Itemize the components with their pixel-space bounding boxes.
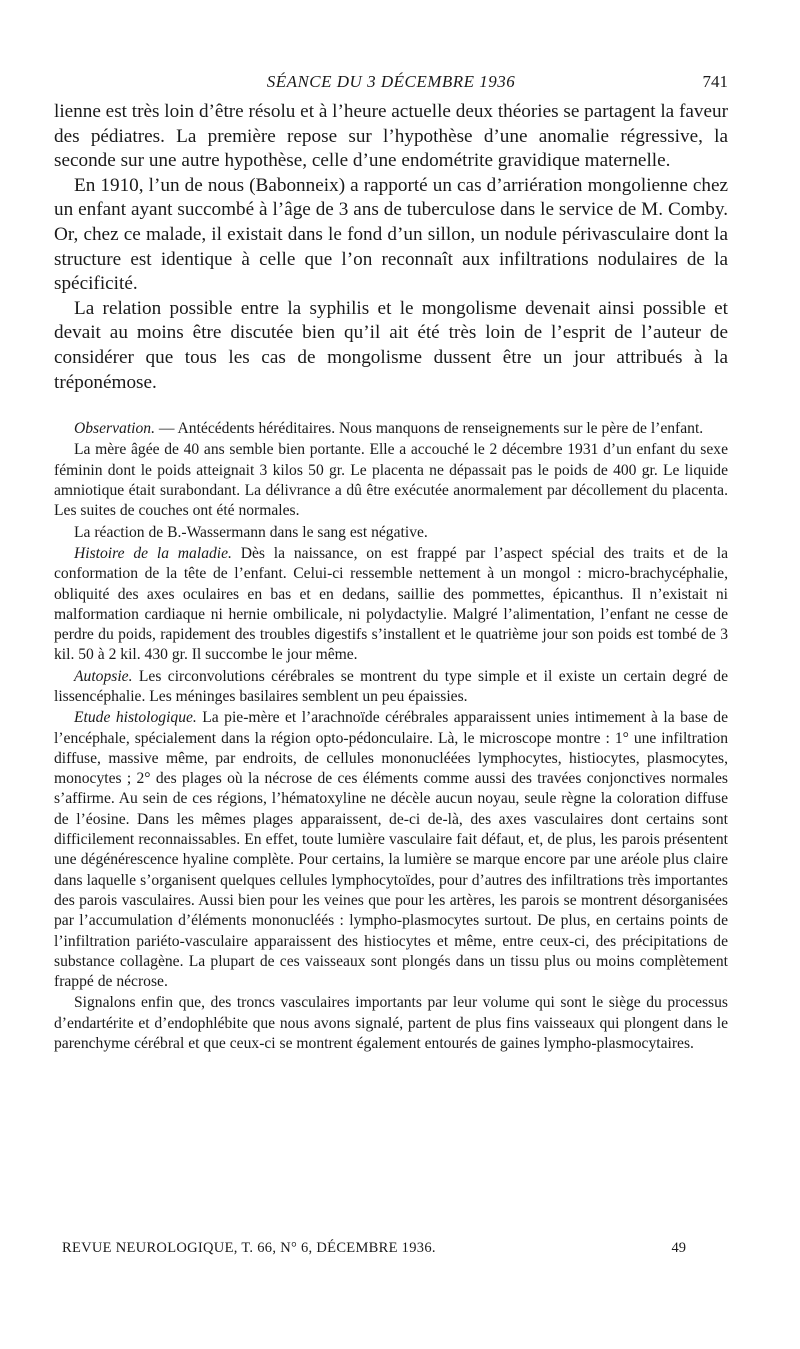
paragraph-text: Signalons enfin que, des troncs vasculaires importants par leur volume qui sont le siège du processus d’endartérite et d’endophlébite que nous avons signalé, partent de plus fins vaisseaux qui plongent dans le parenchyme cérébral et que ceux-ci se montrent également entourés de gaines lympho-plasmocytaires. xyxy=(54,994,728,1053)
section-label: Observation. xyxy=(74,420,155,438)
journal-reference: REVUE NEUROLOGIQUE, T. 66, N° 6, DÉCEMBRE 1936. xyxy=(62,1240,436,1256)
section-label: Autopsie. xyxy=(74,667,133,685)
running-title: SÉANCE DU 3 DÉCEMBRE 1936 xyxy=(266,72,516,91)
sheet-number: 49 xyxy=(671,1240,686,1256)
paragraph-text: Les circonvolutions cérébrales se montrent du type simple et il existe un certain degré de lissencéphalie. Les méninges basilaires semblent un peu épaissies. xyxy=(54,667,728,705)
observation-paragraph xyxy=(54,667,728,708)
running-header xyxy=(54,66,728,100)
page-footer xyxy=(54,1240,728,1264)
page-content xyxy=(54,66,728,1055)
paragraph: La relation possible entre la syphilis et le mongolisme devenait ainsi possible et devait au moins être discutée bien qu’il ait été très loin de l’esprit de l’auteur de considérer que tous les cas de mongolisme dussent être un jour attribués à la tréponémose. xyxy=(54,297,728,393)
observation-paragraph xyxy=(54,544,728,666)
paragraph-text: La pie-mère et l’arachnoïde cérébrales apparaissent unies intimement à la base de l’encéphale, spécialement dans la région opto-pédonculaire. Là, le microscope montre : 1° une infiltration diffuse, massive même, par endroits, de cellules mononucléées lymphocytes, histiocytes, plasmocytes, monocytes ; 2° des plages où la nécrose de ces éléments comme aussi des travées conjonctives normales s’affirme. Au sein de ces régions, l’hématoxyline ne décèle aucun noyau, seule règne la coloration diffuse de l’éosine. Dans les mêmes plages apparaissent, de-ci de-là, des axes vasculaires dont certains sont difficilement reconnaissables. En effet, toute lumière vasculaire fait défaut, et, de plus, les parois présentent une dégénérescence hyaline complète. Pour certains, la lumière se marque encore par une aréole plus claire dans laquelle s’organisent quelques cellules lymphocytoïdes, pour d’autres des infiltrations très importantes des parois vasculaires. Aussi bien pour les veines que pour les artères, les parois se montrent désorganisées par l’accumulation d’éléments mononucléés : lympho-plasmocytes surtout. De plus, en certains points de l’infiltration pariéto-vasculaire apparaissent des histiocytes et même, entre ceux-ci, des précipitations de substance collagène. La plupart de ces vaisseaux sont plongés dans un tissu plus ou moins complètement frappé de nécrose. xyxy=(54,709,728,991)
paragraph: lienne est très loin d’être résolu et à l’heure actuelle deux théories se partagent la faveur des pédiatres. La première repose sur l’hypothèse d’une anomalie régressive, la seconde sur une autre hypothèse, celle d’une endométrite gravidique maternelle. xyxy=(54,101,728,172)
page-number: 741 xyxy=(702,72,728,91)
observation-paragraph xyxy=(54,708,728,992)
main-text xyxy=(54,100,728,395)
section-label: Histoire de la maladie. xyxy=(74,544,232,562)
paragraph: En 1910, l’un de nous (Babonneix) a rapporté un cas d’arriération mongolienne chez un enfant ayant succombé à l’âge de 3 ans de tuberculose dans le service de M. Comby. Or, chez ce malade, il existait dans le fond d’un sillon, un nodule périvasculaire dont la structure est identique à celle que l’on reconnaît aux infiltrations nodulaires de la spécificité. xyxy=(54,174,728,295)
observation-paragraph xyxy=(54,993,728,1054)
paragraph-text: Dès la naissance, on est frappé par l’aspect spécial des traits et de la conformation de la tête de l’enfant. Celui-ci ressemble nettement à un mongol : micro-brachycéphalie, obliquité des axes oculaires en bas et en dedans, saillie des pommettes, épicanthus. Il n’existait ni malformation cardiaque ni hernie ombilicale, ni polydactylie. Malgré l’alimentation, l’enfant ne cesse de perdre du poids, rapidement des troubles digestifs s’installent et le quatrième jour son poids est tombé de 3 kil. 50 à 2 kil. 430 gr. Il succombe le jour même. xyxy=(54,544,728,664)
observation-paragraph xyxy=(54,523,728,543)
section-label: Etude histologique. xyxy=(74,709,197,727)
observation-paragraph xyxy=(54,419,728,439)
observation-section xyxy=(54,419,728,1054)
paragraph-text: La réaction de B.-Wassermann dans le sang est négative. xyxy=(74,523,428,541)
paragraph-text: — Antécédents héréditaires. Nous manquons de renseignements sur le père de l’enfant. xyxy=(155,420,704,438)
observation-paragraph xyxy=(54,440,728,521)
paragraph-text: La mère âgée de 40 ans semble bien portante. Elle a accouché le 2 décembre 1931 d’un enfant du sexe féminin dont le poids atteignait 3 kilos 50 gr. Le placenta ne dépassait pas le poids de 400 gr. Le liquide amniotique était surabondant. La délivrance a dû être exécutée anormalement par décollement du placenta. Les suites de couches ont été normales. xyxy=(54,441,728,520)
